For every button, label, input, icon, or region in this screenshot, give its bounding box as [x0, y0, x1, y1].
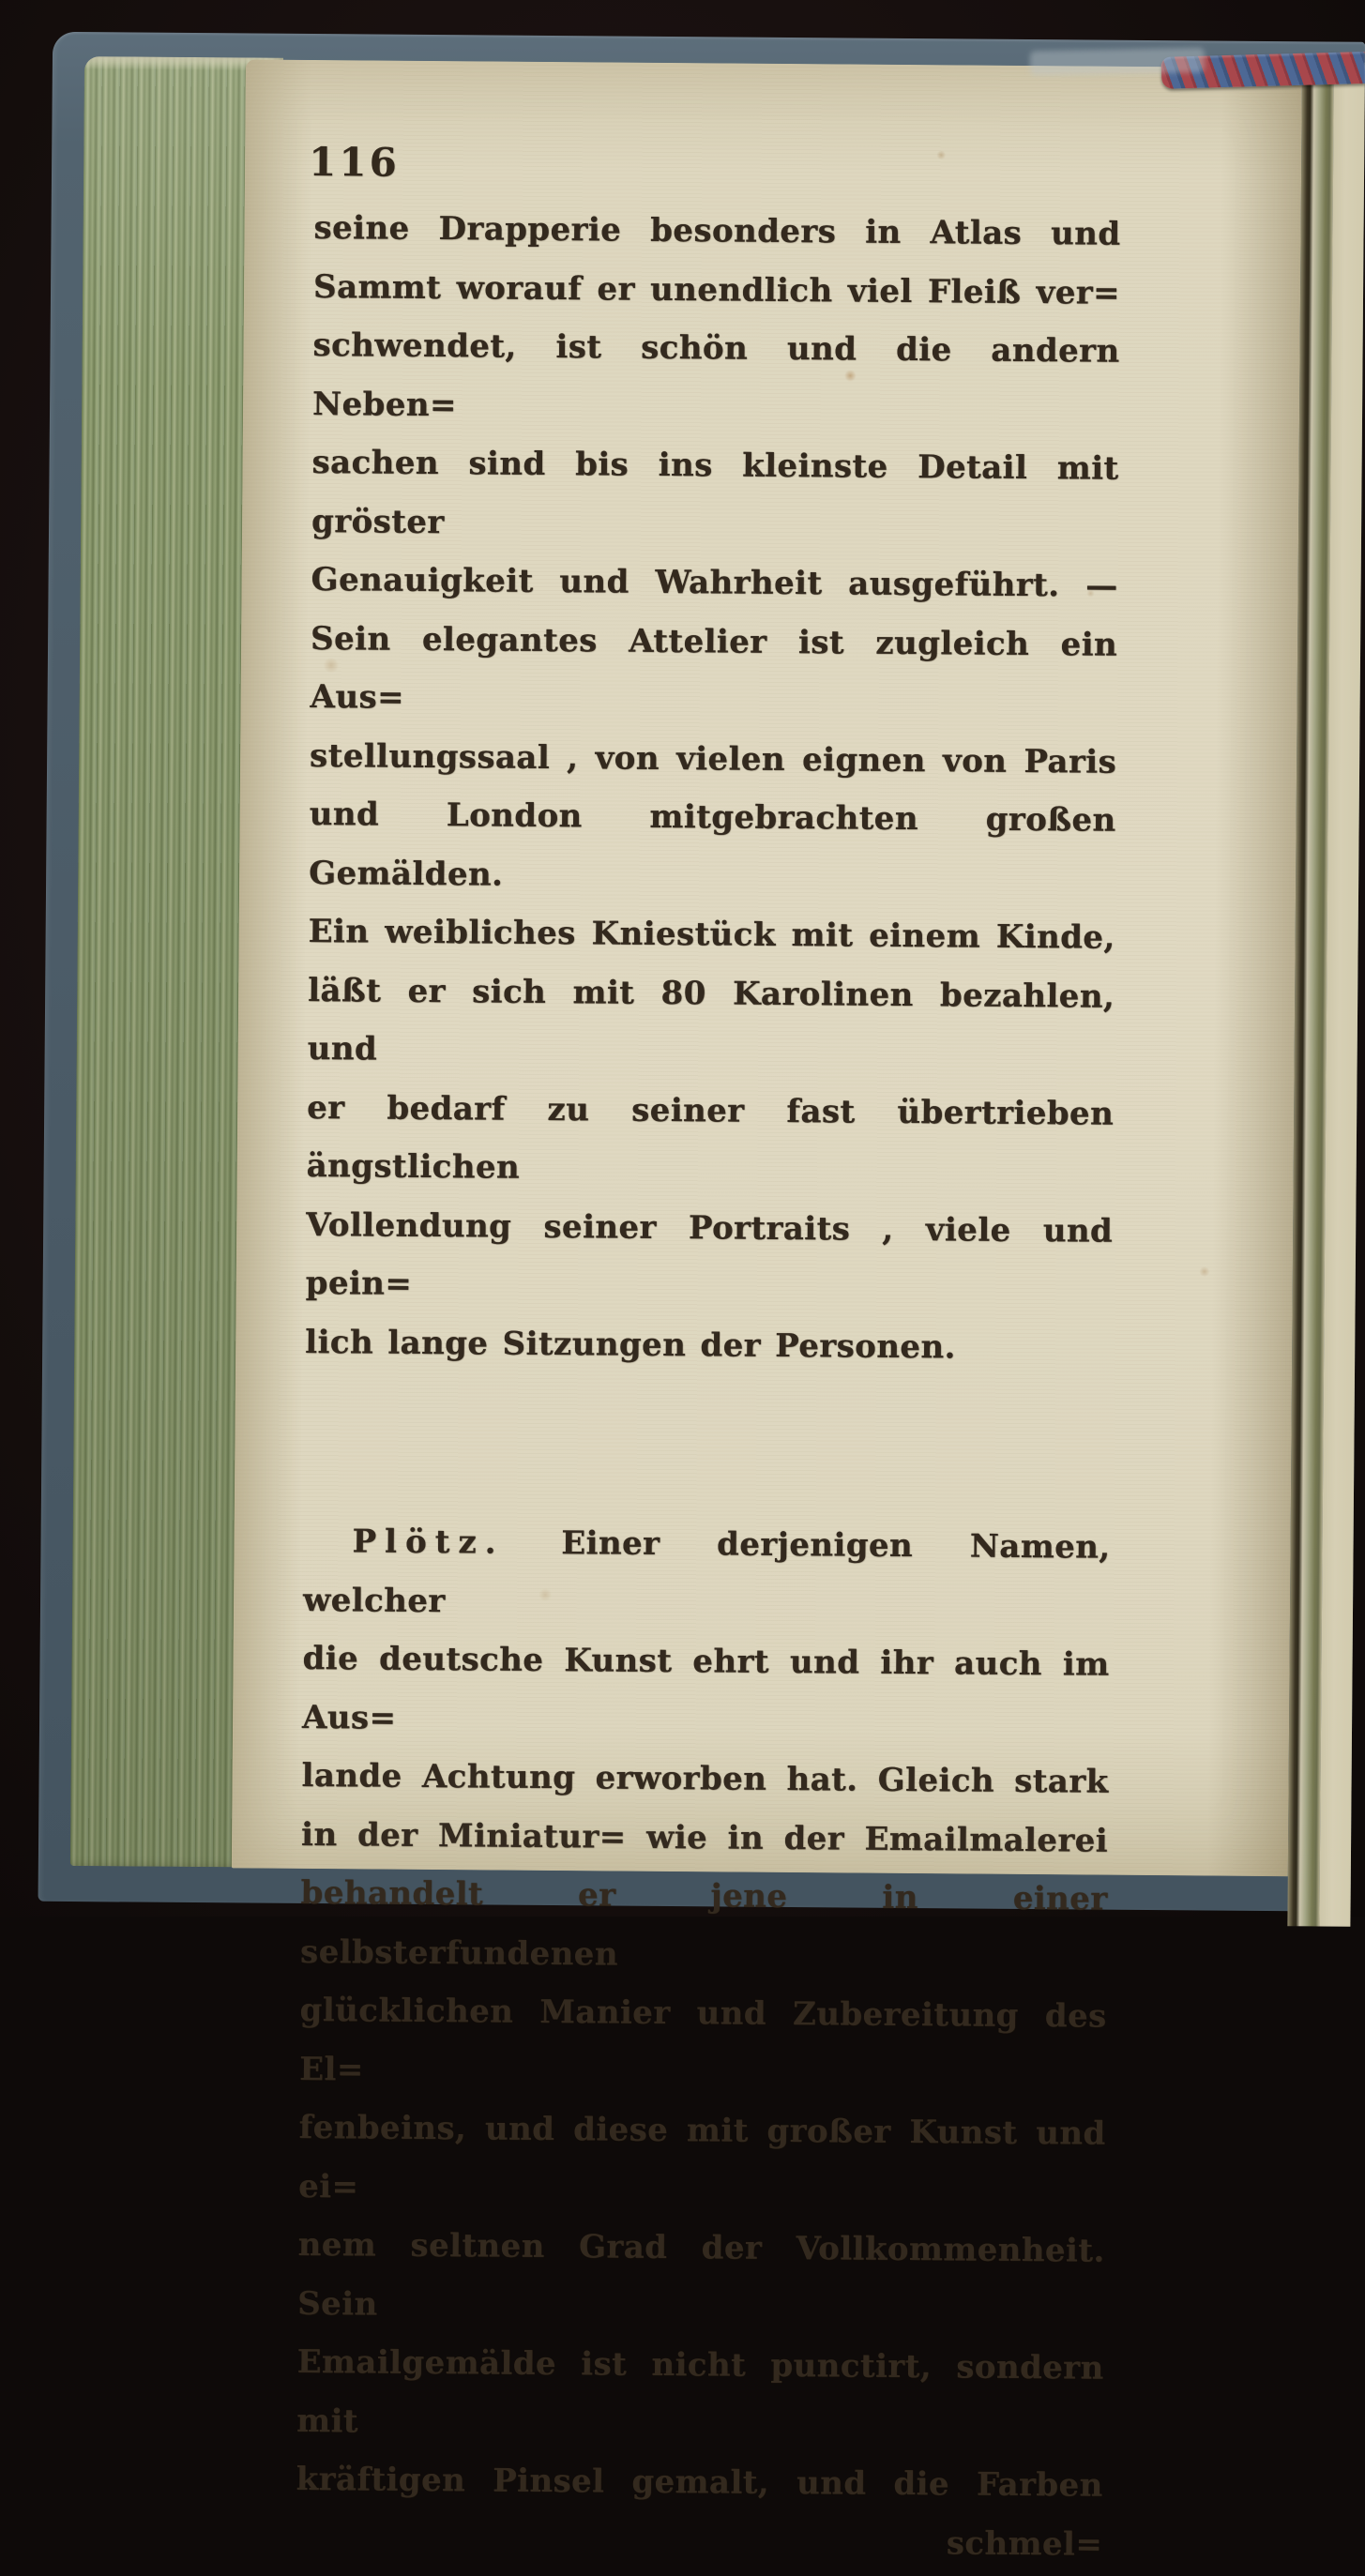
text-line: seine Drapperie besonders in Atlas und	[313, 209, 1121, 253]
text-line: die deutsche Kunst ehrt und ihr auch im Aus=	[301, 1639, 1110, 1737]
page-number: 116	[308, 138, 400, 186]
paragraph	[305, 199, 1121, 1378]
text-line: lich lange Sitzungen der Personen.	[305, 1323, 956, 1366]
text-line: Genauigkeit und Wahrheit ausgeführt. —	[311, 560, 1118, 605]
text-line: Ein weibliches Kniestück mit einem Kinde,	[308, 912, 1115, 957]
paragraph	[296, 1512, 1110, 2515]
text-line: kräftigen Pinsel gemalt, und die Farben	[296, 2460, 1103, 2505]
text-line: Sein elegantes Attelier ist zugleich ein Aus=	[310, 619, 1118, 717]
text-line: lande Achtung erworben hat. Gleich stark	[301, 1756, 1109, 1801]
entry-name: Plötz.	[352, 1523, 505, 1562]
text-line: sachen sind bis ins kleinste Detail mit gröster	[311, 443, 1119, 541]
glare-streak	[1030, 48, 1205, 75]
text-line: in der Miniatur= wie in der Emailmalerei	[300, 1815, 1109, 1860]
text-line: glücklichen Manier und Zubereitung des El=	[299, 1991, 1107, 2088]
text-line: und London mitgebrachten großen Gemälden.	[309, 795, 1116, 894]
text-line: nem seltnen Grad der Vollkommenheit. Sein	[297, 2225, 1105, 2324]
text-line: Vollendung seiner Portraits , viele und pein=	[305, 1205, 1114, 1303]
text-line: fenbeins, und diese mit großer Kunst und ei=	[298, 2108, 1106, 2205]
text-line: er bedarf zu seiner fast übertrieben ängstlichen	[306, 1088, 1115, 1187]
text-line: stellungssaal , von vielen eignen von Paris	[309, 736, 1117, 781]
text-line: Sammt worauf er unendlich viel Fleiß ver=	[312, 267, 1121, 312]
book-page	[232, 59, 1302, 2564]
text-line: läßt er sich mit 80 Karolinen bezahlen, und	[307, 971, 1115, 1068]
text-block	[296, 199, 1121, 2574]
text-line: schwendet, ist schön und die andern Neben=	[311, 326, 1120, 424]
text-line: Emailgemälde ist nicht punctirt, sondern mit	[296, 2342, 1104, 2440]
text-line: behandelt er jene in einer selbsterfundenen	[299, 1873, 1108, 1974]
text-line: Plötz. Einer derjenigen Namen, welcher	[302, 1523, 1111, 1620]
catchword: schmel=	[946, 2523, 1103, 2564]
